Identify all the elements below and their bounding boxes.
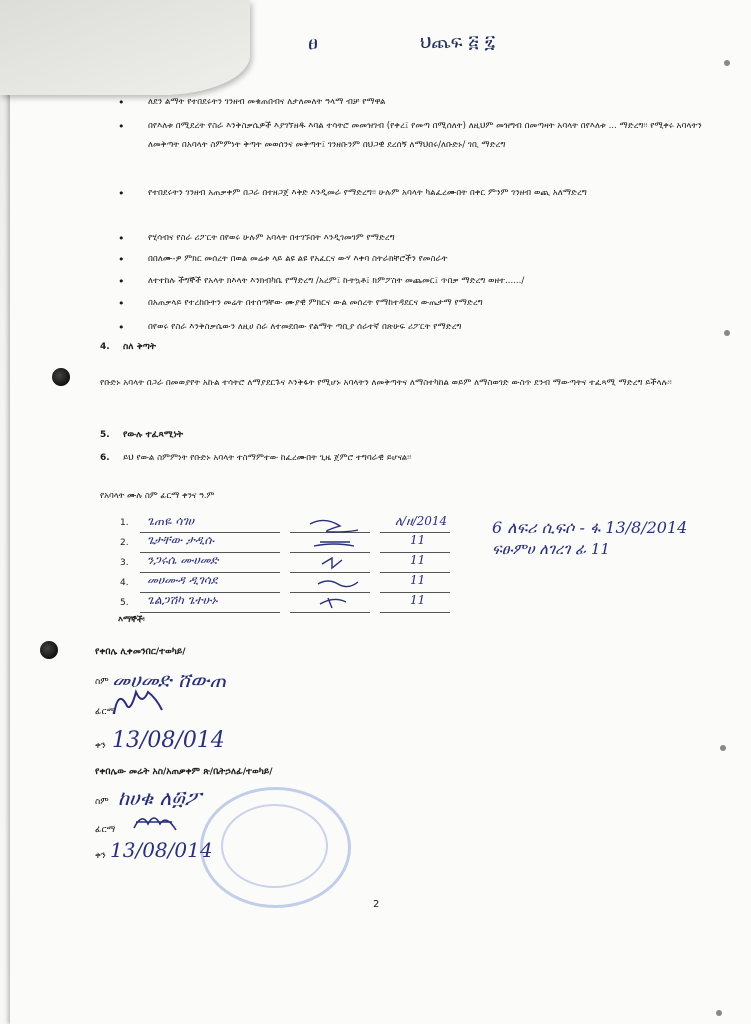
name-underline bbox=[140, 532, 280, 533]
date-underline bbox=[380, 592, 450, 593]
header-right-mark: ህጨፍ ፭ ፯ bbox=[420, 32, 496, 53]
side-note-line-2: ፍፁምሀ ለገረገ ፊ 11 bbox=[492, 540, 610, 558]
member-number: 5. bbox=[120, 598, 129, 608]
header-left-mark: ፀ bbox=[308, 30, 318, 54]
receiver-1-signature bbox=[108, 684, 188, 724]
member-number: 1. bbox=[120, 518, 129, 528]
margin-dot bbox=[716, 1010, 722, 1016]
section-4-text: የቡድኑ አባላት በጋራ በመወያየት አኩል ተሳትሮ ለማያደርጉና እንቅፋት የሚሆኑ አባላትን ለመቅጣትና ለማስተካከል ወይም ለማስወገድ ውስጥ ደንብ ማውጣትና ተፈጻሚ ማድረግ ይችላሉ፡፡ bbox=[100, 378, 672, 388]
member-signatures bbox=[300, 512, 370, 612]
name-underline bbox=[140, 572, 280, 573]
section-5-number: 5. bbox=[100, 430, 110, 440]
member-date: 11 bbox=[410, 573, 426, 587]
receiver-2-title: የቀበሌው መሬት አስ/አጠቃቀም ጽ/ቤትኃለፊ/ተወካይ/ bbox=[95, 767, 273, 777]
official-stamp bbox=[200, 787, 351, 908]
receiver-1-title: የቀበሌ ሊቀመንበር/ተወካይ/ bbox=[95, 647, 186, 657]
receiver-2-signature bbox=[128, 806, 188, 836]
members-heading: የአባላት ሙሉ ስም ፊርማ ቀንና ዓ.ም bbox=[100, 490, 215, 500]
date-underline bbox=[380, 552, 450, 553]
date-underline bbox=[380, 572, 450, 573]
page-number: 2 bbox=[373, 899, 380, 910]
section-4-title: ስለ ቅጣት bbox=[123, 342, 156, 352]
member-date: ለ/ዘ/2014 bbox=[395, 514, 448, 528]
punch-hole bbox=[52, 368, 70, 386]
member-name: ጌጠዬ ሳገሀ bbox=[147, 514, 195, 528]
member-name: ጌልጋሽካ ጌተሁኑ bbox=[147, 593, 218, 607]
member-date: 11 bbox=[410, 533, 426, 547]
margin-dot bbox=[724, 330, 730, 336]
name-underline bbox=[140, 592, 280, 593]
section-6-number: 6. bbox=[100, 453, 110, 463]
member-number: 4. bbox=[120, 578, 129, 588]
member-date: 11 bbox=[410, 593, 426, 607]
receiver-1-name-label: ስም bbox=[95, 677, 109, 687]
receiver-2-signature-label: ፊርማ bbox=[95, 825, 116, 835]
receiver-2-name-label: ስም bbox=[95, 797, 109, 807]
punch-hole bbox=[40, 641, 58, 659]
member-number: 3. bbox=[120, 558, 129, 568]
member-date: 11 bbox=[410, 553, 426, 567]
receiver-1-name: መሀመድ ሸውጠ bbox=[112, 668, 227, 692]
margin-dot bbox=[720, 745, 726, 751]
side-note-line-1: 6 ለፍሪ ሲፍሶ - ፋ 13/8/2014 bbox=[492, 518, 688, 537]
section-6-title: ይህ የውል ስምምነት የቡድኑ አባላት ተስማምተው ከፈረሙበት ጊዜ ጀምሮ ተግባራዊ ይሆናል፡፡ bbox=[123, 453, 412, 463]
member-number: 2. bbox=[120, 538, 129, 548]
receiver-2-date-label: ቀን bbox=[95, 851, 106, 861]
receiver-1-date-label: ቀን bbox=[95, 741, 106, 751]
folded-corner bbox=[0, 0, 250, 95]
receiver-2-date: 13/08/014 bbox=[110, 838, 213, 862]
receiver-1-date: 13/08/014 bbox=[112, 728, 225, 753]
section-4-number: 4. bbox=[100, 342, 110, 352]
receiver-2-name: ከሀቁ ለ፴ፖ bbox=[118, 786, 202, 810]
section-5-title: የውሉ ተፈጻሚነት bbox=[123, 430, 184, 440]
stamp-inner-ring bbox=[221, 804, 328, 888]
name-underline bbox=[140, 552, 280, 553]
member-name: ጌታቸው ታዲሱ bbox=[147, 533, 215, 547]
witnesses-label: እማኞች፡ bbox=[118, 614, 145, 624]
date-underline bbox=[380, 532, 450, 533]
member-name: መሀሙዳ ዲገሳደ bbox=[147, 573, 218, 587]
receiver-1-signature-label: ፊርማ bbox=[95, 707, 116, 717]
margin-dot bbox=[724, 60, 730, 66]
member-name: ንጋሩሴ ሙሀመድ bbox=[147, 553, 219, 567]
